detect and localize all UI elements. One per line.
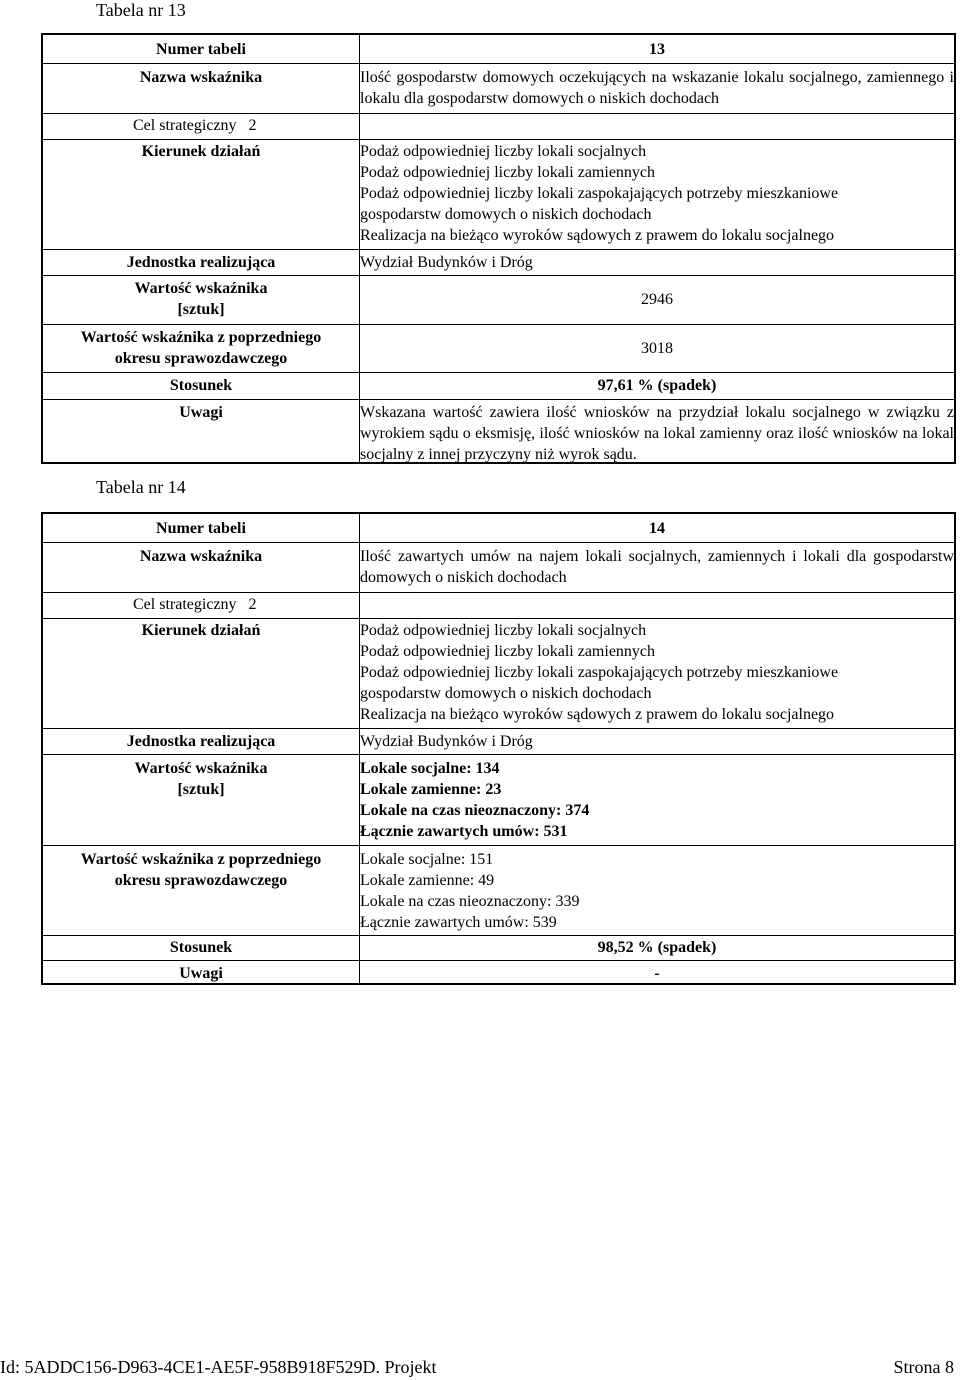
kierunek-dzialan-value [360,141,954,246]
kierunek-line: Podaż odpowiedniej liczby lokali socjalnych [360,622,647,639]
jednostka-realizujaca-label: Jednostka realizująca [126,254,276,271]
wartosc-line: Lokale zamienne: 23 [360,781,502,798]
poprzednia-line: Lokale socjalne: 151 [360,851,494,868]
nazwa-wskaznika-value: Ilość zawartych umów na najem lokali socjalnych, zamiennych i lokali dla gospodarstw domowych o niskich dochodach [360,548,954,586]
stosunek-label: Stosunek [169,939,233,956]
poprzednia-wartosc-label: Wartość wskaźnika z poprzedniego okresu sprawozdawczego [80,851,322,889]
page-number: Strona 8 [893,1357,954,1377]
uwagi-label: Uwagi [179,404,223,421]
wartosc-line: Lokale socjalne: 134 [360,760,500,777]
jednostka-realizujaca-value: Wydział Budynków i Dróg [360,733,533,750]
jednostka-realizujaca-value: Wydział Budynków i Dróg [360,254,533,271]
poprzednia-wartosc-label: Wartość wskaźnika z poprzedniego okresu sprawozdawczego [80,329,322,367]
kierunek-line: Podaż odpowiedniej liczby lokali socjalnych [360,143,647,160]
cel-strategiczny-value: 2 [248,117,257,134]
kierunek-line: gospodarstw domowych o niskich dochodach [360,206,652,223]
wartosc-wskaznika-value [360,758,954,842]
kierunek-line: gospodarstw domowych o niskich dochodach [360,685,652,702]
nazwa-wskaznika-value: Ilość gospodarstw domowych oczekujących na wskazanie lokalu socjalnego, zamiennego i lokalu dla gospodarstw domowych o niskich dochodach [360,69,954,107]
wartosc-wskaznika-value: 2946 [641,291,673,308]
numer-tabeli-value: 13 [649,41,665,58]
uwagi-value: - [654,965,660,982]
wartosc-line: Lokale na czas nieoznaczony: 374 [360,802,590,819]
cel-strategiczny-label: Cel strategiczny 2 [133,117,257,134]
kierunek-line: Podaż odpowiedniej liczby lokali zamiennych [360,164,656,181]
document-id: Id: 5ADDC156-D963-4CE1-AE5F-958B918F529D. Projekt [0,1357,437,1377]
kierunek-line: Podaż odpowiedniej liczby lokali zaspokajających potrzeby mieszkaniowe [360,664,839,681]
table-14-caption: Tabela nr 14 [96,477,186,497]
stosunek-label: Stosunek [169,377,233,394]
nazwa-wskaznika-label: Nazwa wskaźnika [139,548,263,565]
stosunek-value: 97,61 % (spadek) [597,377,717,394]
kierunek-line: Podaż odpowiedniej liczby lokali zaspokajających potrzeby mieszkaniowe [360,185,839,202]
numer-tabeli-label: Numer tabeli [156,520,246,537]
numer-tabeli-label: Numer tabeli [156,41,246,58]
cel-strategiczny-label: Cel strategiczny 2 [133,596,257,613]
kierunek-dzialan-label: Kierunek działań [141,143,261,160]
kierunek-line: Podaż odpowiedniej liczby lokali zamiennych [360,643,656,660]
poprzednia-wartosc-value: 3018 [641,340,673,357]
wartosc-wskaznika-label: Wartość wskaźnika [sztuk] [134,280,268,318]
table-13-caption: Tabela nr 13 [96,0,186,20]
wartosc-line: Łącznie zawartych umów: 531 [360,823,568,840]
poprzednia-line: Lokale na czas nieoznaczony: 339 [360,893,580,910]
wartosc-wskaznika-label: Wartość wskaźnika [sztuk] [134,760,268,798]
uwagi-value: Wskazana wartość zawiera ilość wniosków na przydział lokalu socjalnego w związku z wyrokiem sądu o eksmisję, ilość wniosków na lokal zamienny oraz ilość wniosków na lokal socjalny z innej przyczyny niż wyrok sądu. [360,404,954,463]
table-13 [41,33,956,464]
cel-strategiczny-value: 2 [248,596,257,613]
table-14 [41,512,956,985]
kierunek-dzialan-label: Kierunek działań [141,622,261,639]
kierunek-line: Realizacja na bieżąco wyroków sądowych z prawem do lokalu socjalnego [360,227,835,244]
jednostka-realizujaca-label: Jednostka realizująca [126,733,276,750]
numer-tabeli-value: 14 [649,520,665,537]
poprzednia-line: Lokale zamienne: 49 [360,872,495,889]
uwagi-label: Uwagi [179,965,223,982]
stosunek-value: 98,52 % (spadek) [597,939,717,956]
nazwa-wskaznika-label: Nazwa wskaźnika [139,69,263,86]
poprzednia-line: Łącznie zawartych umów: 539 [360,914,557,931]
kierunek-line: Realizacja na bieżąco wyroków sądowych z prawem do lokalu socjalnego [360,706,835,723]
kierunek-dzialan-value [360,620,954,725]
poprzednia-wartosc-value [360,849,954,933]
